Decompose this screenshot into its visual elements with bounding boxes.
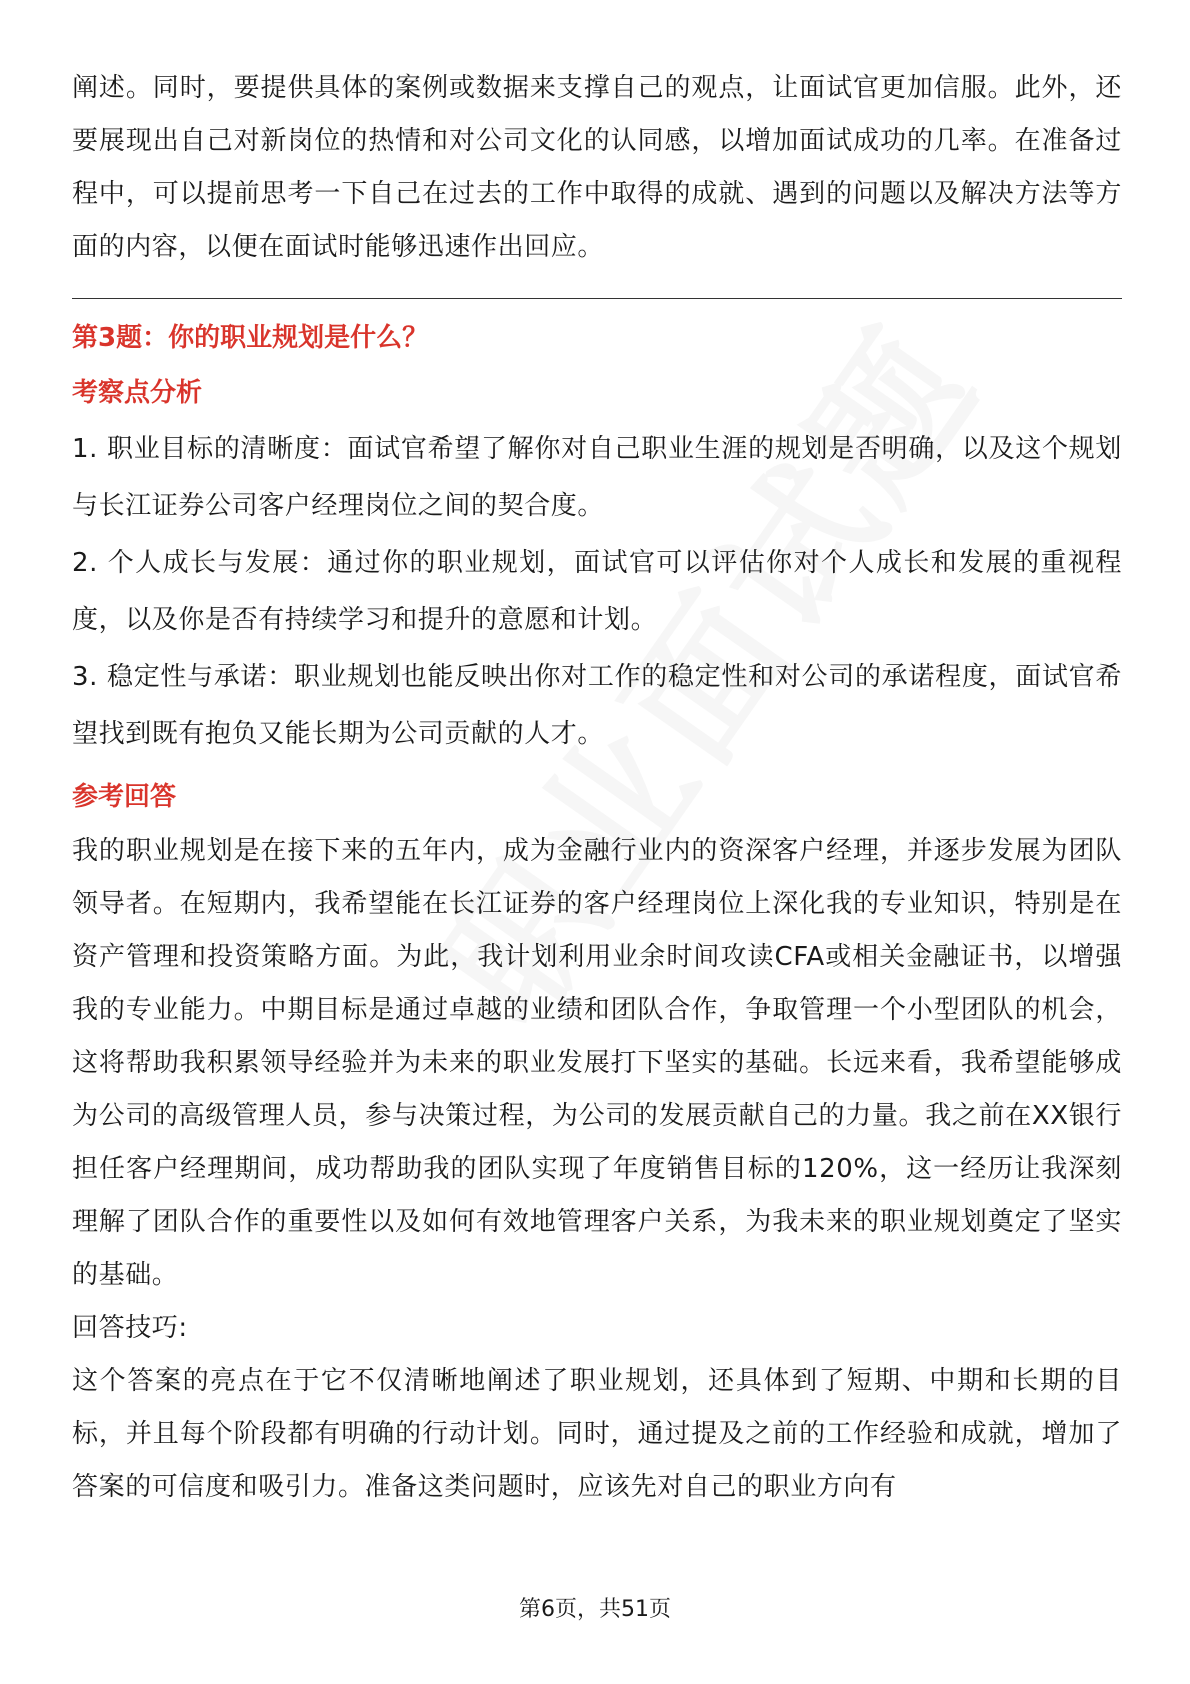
analysis-item-3: 3. 稳定性与承诺：职业规划也能反映出你对工作的稳定性和对公司的承诺程度，面试官希望找到既有抱负又能长期为公司贡献的人才。: [72, 662, 1122, 749]
analysis-heading: 考察点分析: [72, 378, 203, 408]
tips-text: 这个答案的亮点在于它不仅清晰地阐述了职业规划，还具体到了短期、中期和长期的目标，并且每个阶段都有明确的行动计划。同时，通过提及之前的工作经验和成就，增加了答案的可信度和吸引力。准备这类问题时，应该先对自己的职业方向有: [72, 1366, 1122, 1502]
analysis-item-1: 1. 职业目标的清晰度：面试官希望了解你对自己职业生涯的规划是否明确，以及这个规划与长江证券公司客户经理岗位之间的契合度。: [72, 434, 1122, 521]
document-page: [72, 62, 1122, 1514]
analysis-item-2: 2. 个人成长与发展：通过你的职业规划，面试官可以评估你对个人成长和发展的重视程度，以及你是否有持续学习和提升的意愿和计划。: [72, 548, 1122, 635]
tips-heading: 回答技巧:: [72, 1313, 188, 1343]
page-number: 第6页，共51页: [519, 1597, 671, 1622]
section-divider: [72, 298, 1122, 299]
answer-heading: 参考回答: [72, 782, 177, 812]
answer-text: 我的职业规划是在接下来的五年内，成为金融行业内的资深客户经理，并逐步发展为团队领导者。在短期内，我希望能在长江证券的客户经理岗位上深化我的专业知识，特别是在资产管理和投资策略方面。为此，我计划利用业余时间攻读CFA或相关金融证书，以增强我的专业能力。中期目标是通过卓越的业绩和团队合作，争取管理一个小型团队的机会，这将帮助我积累领导经验并为未来的职业发展打下坚实的基础。长远来看，我希望能够成为公司的高级管理人员，参与决策过程，为公司的发展贡献自己的力量。我之前在XX银行担任客户经理期间，成功帮助我的团队实现了年度销售目标的120%，这一经历让我深刻理解了团队合作的重要性以及如何有效地管理客户关系，为我未来的职业规划奠定了坚实的基础。: [72, 836, 1122, 1290]
question-title: 第3题：你的职业规划是什么？: [72, 323, 429, 353]
intro-paragraph: 阐述。同时，要提供具体的案例或数据来支撑自己的观点，让面试官更加信服。此外，还要展现出自己对新岗位的热情和对公司文化的认同感，以增加面试成功的几率。在准备过程中，可以提前思考一下自己在过去的工作中取得的成就、遇到的问题以及解决方法等方面的内容，以便在面试时能够迅速作出回应。: [72, 73, 1122, 262]
